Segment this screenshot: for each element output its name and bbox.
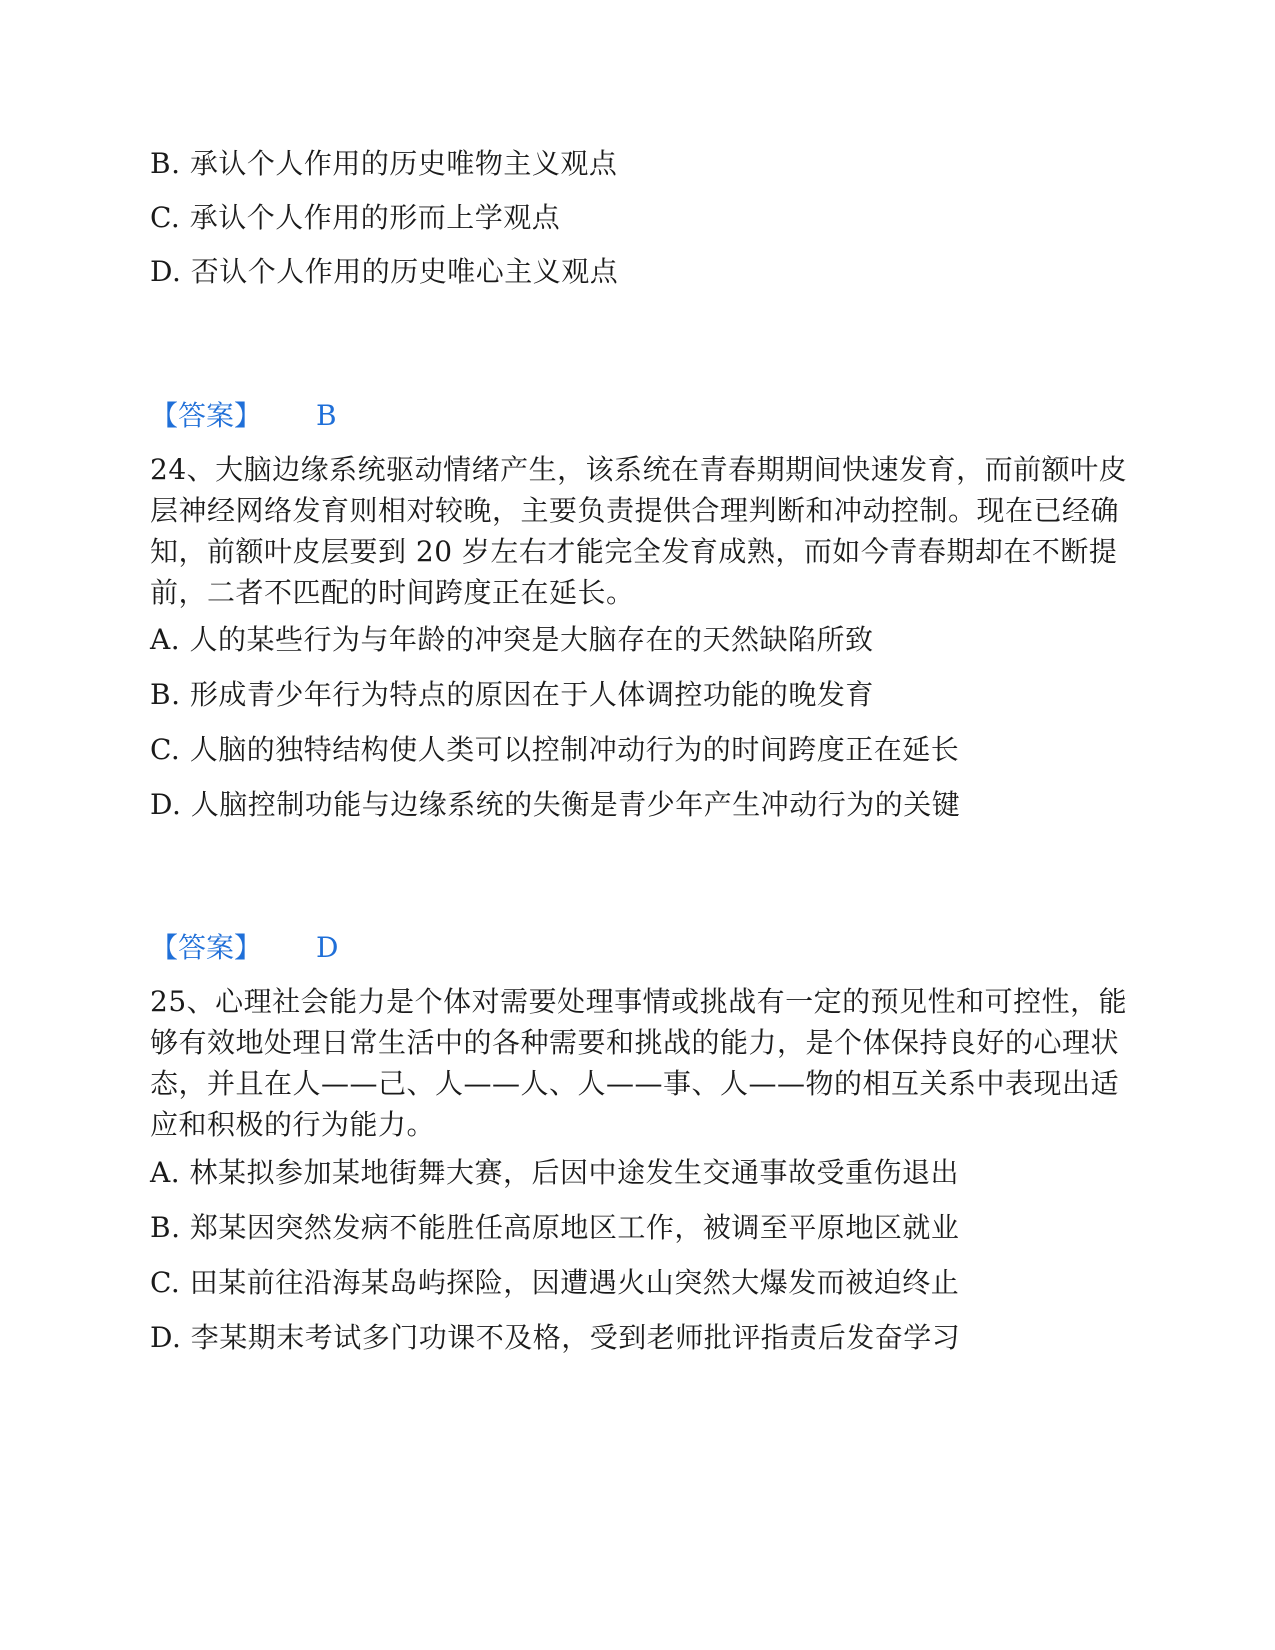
- question-25-option-d: D. 李某期末考试多门功课不及格，受到老师批评指责后发奋学习: [150, 1321, 961, 1354]
- question-24-option-b: B. 形成青少年行为特点的原因在于人体调控功能的晚发育: [150, 678, 874, 711]
- answer-23: [150, 398, 337, 434]
- question-24-option-c: C. 人脑的独特结构使人类可以控制冲动行为的时间跨度正在延长: [150, 733, 960, 766]
- question-25-option-a: A. 林某拟参加某地街舞大赛，后因中途发生交通事故受重伤退出: [150, 1156, 960, 1189]
- answer-label: 【答案】: [150, 399, 263, 432]
- answer-value: B: [316, 399, 337, 432]
- question-24-option-d: D. 人脑控制功能与边缘系统的失衡是青少年产生冲动行为的关键: [150, 788, 961, 821]
- prev-option-b: B. 承认个人作用的历史唯物主义观点: [150, 147, 618, 180]
- question-25-stem: 25、心理社会能力是个体对需要处理事情或挑战有一定的预见性和可控性，能够有效地处理日常生活中的各种需要和挑战的能力，是个体保持良好的心理状态，并且在人——己、人——人、人——事、人——物的相互关系中表现出适应和积极的行为能力。: [150, 985, 1128, 1141]
- prev-option-c: C. 承认个人作用的形而上学观点: [150, 201, 561, 234]
- answer-value: D: [316, 931, 339, 964]
- answer-24: [150, 930, 338, 966]
- question-24-stem: 24、大脑边缘系统驱动情绪产生，该系统在青春期期间快速发育，而前额叶皮层神经网络发育则相对较晚，主要负责提供合理判断和冲动控制。现在已经确知，前额叶皮层要到 20 岁左右才能完全发育成熟，而如今青春期却在不断提前，二者不匹配的时间跨度正在延长。: [150, 453, 1128, 609]
- question-25-option-b: B. 郑某因突然发病不能胜任高原地区工作，被调至平原地区就业: [150, 1211, 960, 1244]
- answer-label: 【答案】: [150, 931, 263, 964]
- prev-option-d: D. 否认个人作用的历史唯心主义观点: [150, 255, 619, 288]
- question-25-option-c: C. 田某前往沿海某岛屿探险，因遭遇火山突然大爆发而被迫终止: [150, 1266, 960, 1299]
- question-24-option-a: A. 人的某些行为与年龄的冲突是大脑存在的天然缺陷所致: [150, 623, 874, 656]
